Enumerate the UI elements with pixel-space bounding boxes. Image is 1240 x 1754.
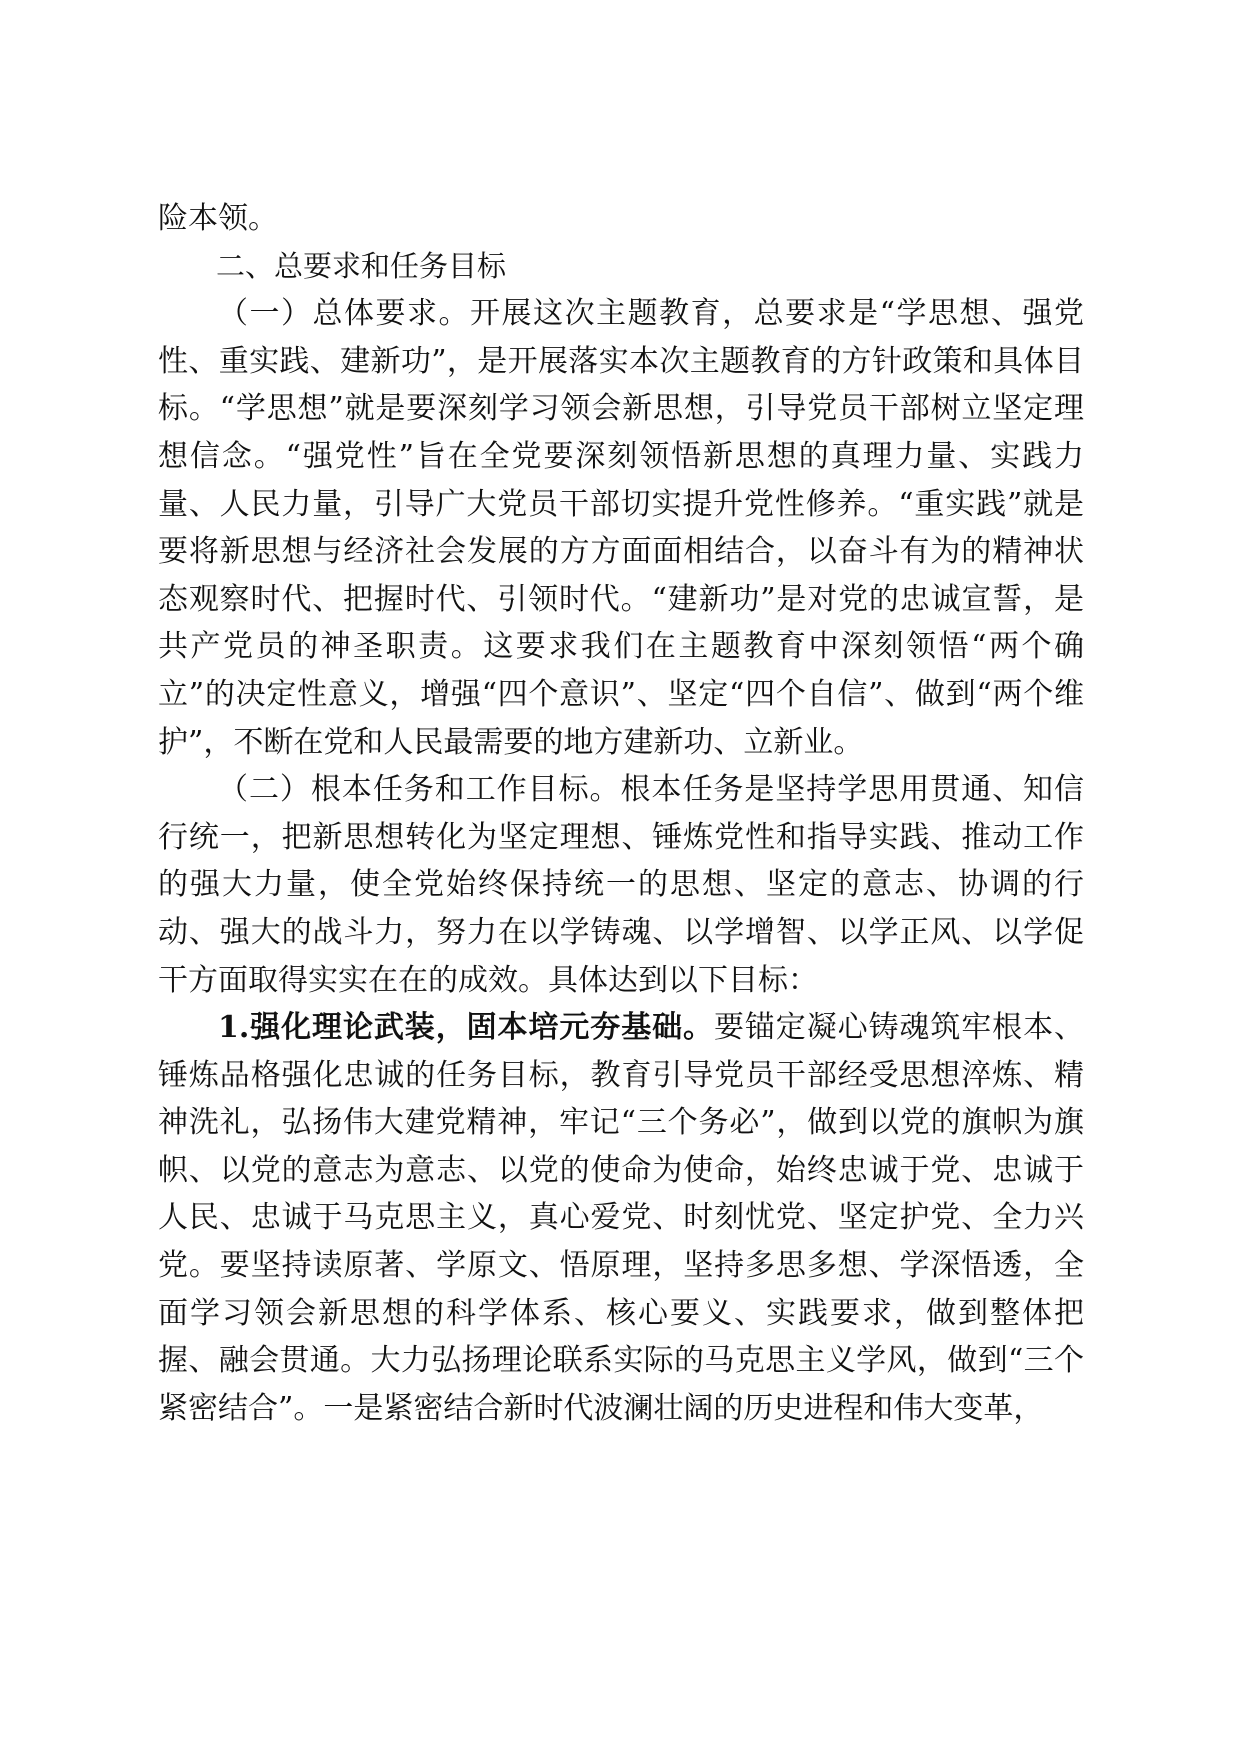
paragraph-title: （二）根本任务和工作目标。	[218, 772, 621, 808]
paragraph-fundamental-tasks	[158, 766, 1084, 1004]
continuation-text: 险本领。	[158, 201, 278, 236]
paragraph-general-requirements	[158, 290, 1084, 766]
paragraph-title: （一）总体要求。	[218, 296, 471, 332]
section-heading: 二、总要求和任务目标	[216, 248, 507, 283]
paragraph-body: 根本任务是坚持学思用贯通、知信行统一，把新思想转化为坚定理想、锤炼党性和指导实践、推动工作的强大力量，使全党始终保持统一的思想、坚定的意志、协调的行动、强大的战斗力，努力在以学铸魂、以学增智、以学正风、以学促干方面取得实实在在的成效。具体达到以下目标：	[158, 772, 1085, 998]
paragraph-body: 要锚定凝心铸魂筑牢根本、锤炼品格强化忠诚的任务目标，教育引导党员干部经受思想淬炼、精神洗礼，弘扬伟大建党精神，牢记“三个务必”，做到以党的旗帜为旗帜、以党的意志为意志、以党的使命为使命，始终忠诚于党、忠诚于人民、忠诚于马克思主义，真心爱党、时刻忧党、坚定护党、全力兴党。要坚持读原著、学原文、悟原理，坚持多思多想、学深悟透，全面学习领会新思想的科学体系、核心要义、实践要求，做到整体把握、融会贯通。大力弘扬理论联系实际的马克思主义学风，做到“三个紧密结合”。一是紧密结合新时代波澜壮阔的历史进程和伟大变革，	[158, 1010, 1085, 1426]
document-body	[158, 195, 1084, 1432]
paragraph-body: 开展这次主题教育，总要求是“学思想、强党性、重实践、建新功”，是开展落实本次主题教育的方针政策和具体目标。“学思想”就是要深刻学习领会新思想，引导党员干部树立坚定理想信念。“强党性”旨在全党要深刻领悟新思想的真理力量、实践力量、人民力量，引导广大党员干部切实提升党性修养。“重实践”就是要将新思想与经济社会发展的方方面面相结合，以奋斗有为的精神状态观察时代、把握时代、引领时代。“建新功”是对党的忠诚宣誓，是共产党员的神圣职责。这要求我们在主题教育中深刻领悟“两个确立”的决定性意义，增强“四个意识”、坚定“四个自信”、做到“两个维护”，不断在党和人民最需要的地方建新功、立新业。	[158, 296, 1084, 760]
paragraph-title: 1.强化理论武装，固本培元夯基础。	[218, 1010, 714, 1046]
paragraph-theory-armament	[158, 1004, 1084, 1432]
